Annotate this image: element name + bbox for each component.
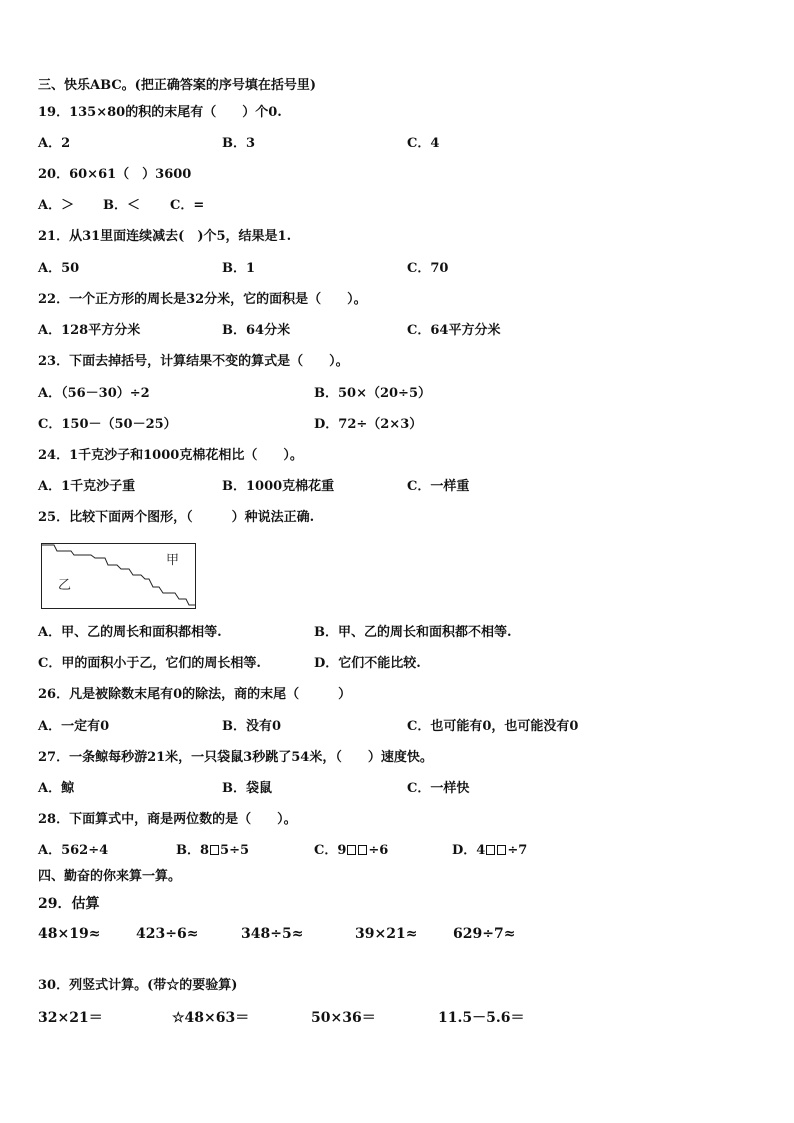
figure-label-jia: 甲 (166, 553, 180, 568)
q20-option-a: A．＞ (38, 198, 75, 213)
q20-option-b: B．＜ (103, 198, 140, 213)
q30-item-2: ☆48×63＝ (172, 1010, 250, 1026)
q28-option-c-head: C．9 (314, 843, 347, 858)
q22-option-b: B．64分米 (222, 323, 291, 338)
question-23-stem: 23．下面去掉括号，计算结果不变的算式是（ ）。 (38, 354, 349, 369)
question-20-stem: 20．60×61（ ）3600 (38, 167, 192, 182)
blank-box (358, 845, 367, 855)
q23-option-a: A．（56－30）÷2 (38, 386, 150, 401)
q28-option-d (452, 843, 527, 859)
q30-item-1: 32×21＝ (38, 1010, 103, 1026)
q26-option-a: A．一定有0 (38, 719, 110, 734)
q29-item-4: 39×21≈ (355, 926, 418, 942)
q30-item-4: 11.5－5.6＝ (438, 1010, 525, 1026)
q24-option-b: B．1000克棉花重 (222, 479, 335, 494)
q21-option-b: B．1 (222, 261, 256, 276)
q29-item-1: 48×19≈ (38, 926, 101, 942)
q26-option-b: B．没有0 (222, 719, 282, 734)
q28-option-d-tail: ÷7 (507, 843, 528, 858)
blank-box (486, 845, 495, 855)
q25-figure (41, 543, 196, 609)
question-27-stem: 27．一条鲸每秒游21米，一只袋鼠3秒跳了54米，（ ）速度快。 (38, 750, 433, 765)
q22-option-c: C．64平方分米 (407, 323, 501, 338)
blank-box (497, 845, 506, 855)
question-26-stem: 26．凡是被除数末尾有0的除法，商的末尾（ ） (38, 687, 352, 702)
q30-item-3: 50×36＝ (311, 1010, 376, 1026)
q25-option-c: C．甲的面积小于乙，它们的周长相等. (38, 656, 261, 671)
q28-option-d-head: D．4 (452, 843, 486, 858)
q28-option-b-head: B．8 (176, 843, 210, 858)
q29-item-2: 423÷6≈ (136, 926, 199, 942)
q28-option-c (314, 843, 388, 859)
question-28-stem: 28．下面算式中，商是两位数的是（ ）。 (38, 812, 297, 827)
q22-option-a: A．128平方分米 (38, 323, 141, 338)
q21-option-c: C．70 (407, 261, 449, 276)
question-22-stem: 22．一个正方形的周长是32分米，它的面积是（ ）。 (38, 292, 367, 307)
q20-option-c: C．= (170, 198, 205, 213)
q25-option-d: D．它们不能比较. (314, 656, 421, 671)
question-21-stem: 21．从31里面连续减去( )个5，结果是1. (38, 229, 292, 244)
blank-box (347, 845, 356, 855)
q23-option-b: B．50×（20÷5） (314, 386, 432, 401)
q27-option-b: B．袋鼠 (222, 781, 272, 796)
q26-option-c: C．也可能有0，也可能没有0 (407, 719, 579, 734)
q23-option-c: C．150－（50－25） (38, 417, 177, 432)
question-24-stem: 24．1千克沙子和1000克棉花相比（ ）。 (38, 448, 303, 463)
q28-option-a: A．562÷4 (38, 843, 109, 858)
q24-option-a: A．1千克沙子重 (38, 479, 136, 494)
q25-option-a: A．甲、乙的周长和面积都相等. (38, 625, 222, 640)
q19-option-a: A．2 (38, 136, 71, 151)
blank-box (210, 845, 219, 855)
q27-option-c: C．一样快 (407, 781, 470, 796)
figure-label-yi: 乙 (58, 578, 72, 593)
section-3-title: 三、快乐ABC。(把正确答案的序号填在括号里) (38, 78, 316, 93)
q28-option-b (176, 843, 249, 859)
q28-option-b-tail: 5÷5 (220, 843, 250, 858)
q27-option-a: A．鲸 (38, 781, 75, 796)
q29-item-3: 348÷5≈ (241, 926, 304, 942)
q29-item-5: 629÷7≈ (453, 926, 516, 942)
question-30-title: 30．列竖式计算。(带☆的要验算) (38, 978, 238, 993)
question-29-title: 29．估算 (38, 896, 100, 912)
q19-option-b: B．3 (222, 136, 256, 151)
q23-option-d: D．72÷（2×3） (314, 417, 423, 432)
q19-option-c: C．4 (407, 136, 440, 151)
q28-option-c-tail: ÷6 (368, 843, 389, 858)
q25-option-b: B．甲、乙的周长和面积都不相等. (314, 625, 512, 640)
section-4-title: 四、勤奋的你来算一算。 (38, 869, 182, 884)
q24-option-c: C．一样重 (407, 479, 470, 494)
question-25-stem: 25．比较下面两个图形，（ ）种说法正确. (38, 510, 315, 525)
question-19-stem: 19．135×80的积的末尾有（ ）个0. (38, 105, 282, 120)
q21-option-a: A．50 (38, 261, 80, 276)
